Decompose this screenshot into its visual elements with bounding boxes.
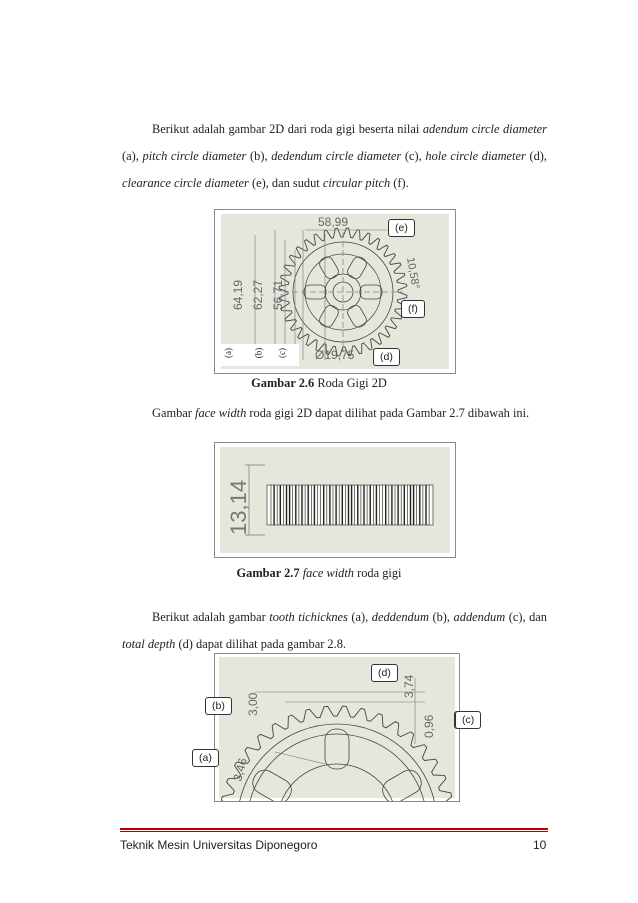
label-c-outer: (c) (455, 711, 481, 729)
dim-face-width: 13,14 (226, 479, 251, 535)
paragraph-gear-dimensions: Berikut adalah gambar 2D dari roda gigi beserta nilai adendum circle diameter (a), pitch circle diameter (b), dedendum circle diameter (c), hole circle diameter (d), clearance circle diameter (e), dan sudut circular pitch (f). (122, 122, 547, 190)
labels-abc-strip (219, 344, 299, 366)
figure-gear-2d (214, 209, 456, 374)
dim-d3: 0,96 (422, 714, 436, 738)
label-d: (d) (373, 348, 400, 366)
label-a: (a) (223, 348, 233, 358)
figure-tooth-detail (214, 653, 460, 802)
page-number: 10 (533, 838, 547, 852)
dim-top: 58,99 (318, 215, 349, 229)
dim-d1: 3,00 (246, 692, 260, 716)
dim-left3: 56,71 (271, 279, 285, 310)
dim-left2: 62,27 (251, 279, 265, 310)
label-d: (d) (371, 664, 398, 682)
face-width-drawing (215, 443, 455, 557)
label-c: (c) (277, 348, 287, 358)
label-e: (e) (388, 219, 415, 237)
dim-right: 10,58° (404, 256, 422, 290)
footer-rule-thin (120, 831, 548, 832)
paragraph-face-width: Gambar face width roda gigi 2D dapat dilihat pada Gambar 2.7 dibawah ini. (152, 406, 530, 420)
label-b: (b) (253, 347, 264, 359)
dim-left1: 64,19 (231, 279, 245, 310)
footer-rule (120, 828, 548, 830)
dim-d2: 3,74 (402, 674, 416, 698)
footer-text: Teknik Mesin Universitas Diponegoro (120, 838, 318, 852)
dim-bottom: Ø19,75 (315, 348, 355, 362)
label-f: (f) (401, 300, 425, 318)
tooth-detail-drawing (215, 654, 459, 801)
figure-face-width (214, 442, 456, 558)
caption-figure-2-7: Gambar 2.7 face width roda gigi (236, 566, 402, 580)
label-b: (b) (205, 697, 232, 715)
label-a: (a) (192, 749, 219, 767)
caption-figure-2-6: Gambar 2.6 Roda Gigi 2D (251, 376, 387, 390)
dim-d4: 3,46 (230, 756, 250, 783)
paragraph-tooth-dimensions: Berikut adalah gambar tooth tichicknes (a), deddendum (b), addendum (c), dan total depth (d) dapat dilihat pada gambar 2.8. (122, 610, 547, 651)
